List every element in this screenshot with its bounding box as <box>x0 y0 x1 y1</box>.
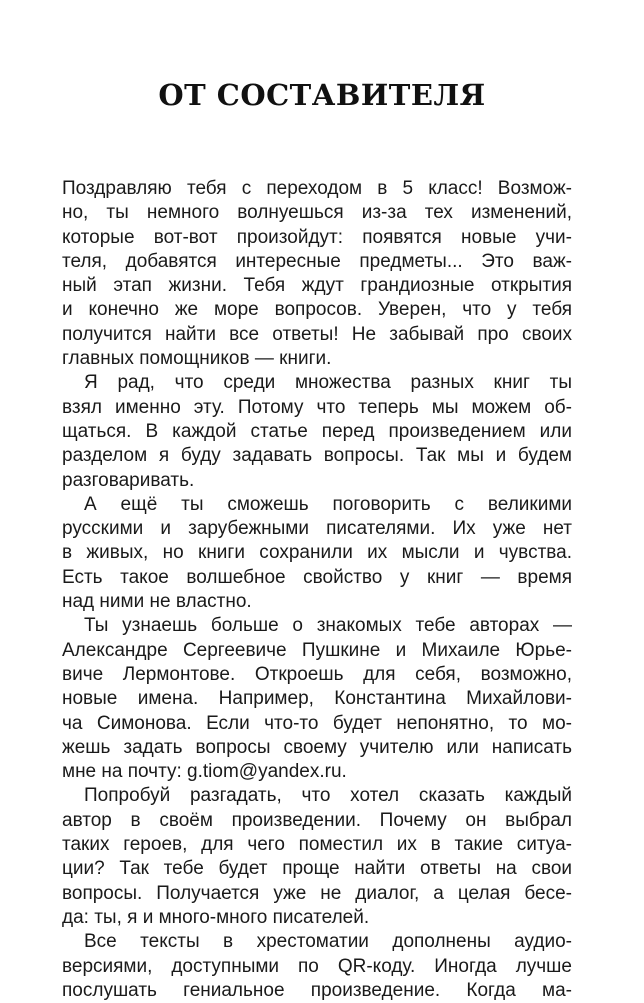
text-line: разделом я буду задавать вопросы. Так мы и будем <box>62 445 572 467</box>
paragraph <box>62 784 572 930</box>
text-line: да: ты, я и много-много писателей. <box>62 906 370 928</box>
text-line: которые вот-вот произойдут: появятся новые учи- <box>62 226 572 248</box>
text-line: вопросы. Получается уже не диалог, а целая бесе- <box>62 882 572 904</box>
paragraph <box>62 614 572 784</box>
paragraph <box>62 177 572 371</box>
text-line: Все тексты в хрестоматии дополнены аудио- <box>84 931 572 953</box>
text-line: Поздравляю тебя с переходом в 5 класс! Возмож- <box>62 178 572 199</box>
text-line: но, ты немного волнуешься из-за тех изменений, <box>62 202 572 224</box>
text-line: получится найти все ответы! Не забывай про своих <box>62 323 572 345</box>
text-line: таких героев, для чего поместил их в такие ситуа- <box>62 834 572 856</box>
text-line: разговаривать. <box>62 469 195 491</box>
text-line: Попробуй разгадать, что хотел сказать каждый <box>84 785 572 807</box>
page-title: ОТ СОСТАВИТЕЛЯ <box>158 78 486 112</box>
text-line: Я рад, что среди множества разных книг ты <box>84 372 572 394</box>
text-line: ный этап жизни. Тебя ждут грандиозные открытия <box>62 275 572 297</box>
text-line: виче Лермонтове. Откроешь для себя, возможно, <box>62 663 572 685</box>
text-line: щаться. В каждой статье перед произведением или <box>62 420 572 442</box>
text-line: главных помощников — книги. <box>62 348 332 370</box>
text-line: послушать гениальное произведение. Когда ма- <box>62 979 572 1001</box>
text-line: теля, добавятся интересные предметы... Это важ- <box>62 250 572 272</box>
paragraph <box>62 930 572 1003</box>
text-line: в живых, но книги сохранили их мысли и чувства. <box>62 542 572 564</box>
paragraph <box>62 493 572 614</box>
body-text <box>62 177 572 1003</box>
text-line: версиями, доступными по QR-коду. Иногда лучше <box>62 955 572 977</box>
text-line: Александре Сергеевиче Пушкине и Михаиле Юрье- <box>62 639 572 661</box>
text-line: мне на почту: g.tiom@yandex.ru. <box>62 761 347 783</box>
text-line: взял именно эту. Потому что теперь мы можем об- <box>62 396 572 418</box>
text-line: ции? Так тебе будет проще найти ответы на свои <box>62 858 572 880</box>
text-line: А ещё ты сможешь поговорить с великими <box>84 493 572 515</box>
text-line: и конечно же море вопросов. Уверен, что у тебя <box>62 299 572 321</box>
text-line: русскими и зарубежными писателями. Их уже нет <box>62 518 572 540</box>
text-line: над ними не властно. <box>62 591 252 613</box>
text-line: автор в своём произведении. Почему он выбрал <box>62 809 572 831</box>
text-line: ча Симонова. Если что-то будет непонятно, то мо- <box>62 712 572 734</box>
paragraph <box>62 371 572 492</box>
text-line: новые имена. Например, Константина Михайлови- <box>62 688 572 710</box>
text-line: Ты узнаешь больше о знакомых тебе авторах — <box>84 615 572 637</box>
text-line: Есть такое волшебное свойство у книг — время <box>62 566 572 588</box>
text-line: жешь задать вопросы своему учителю или написать <box>62 736 572 758</box>
